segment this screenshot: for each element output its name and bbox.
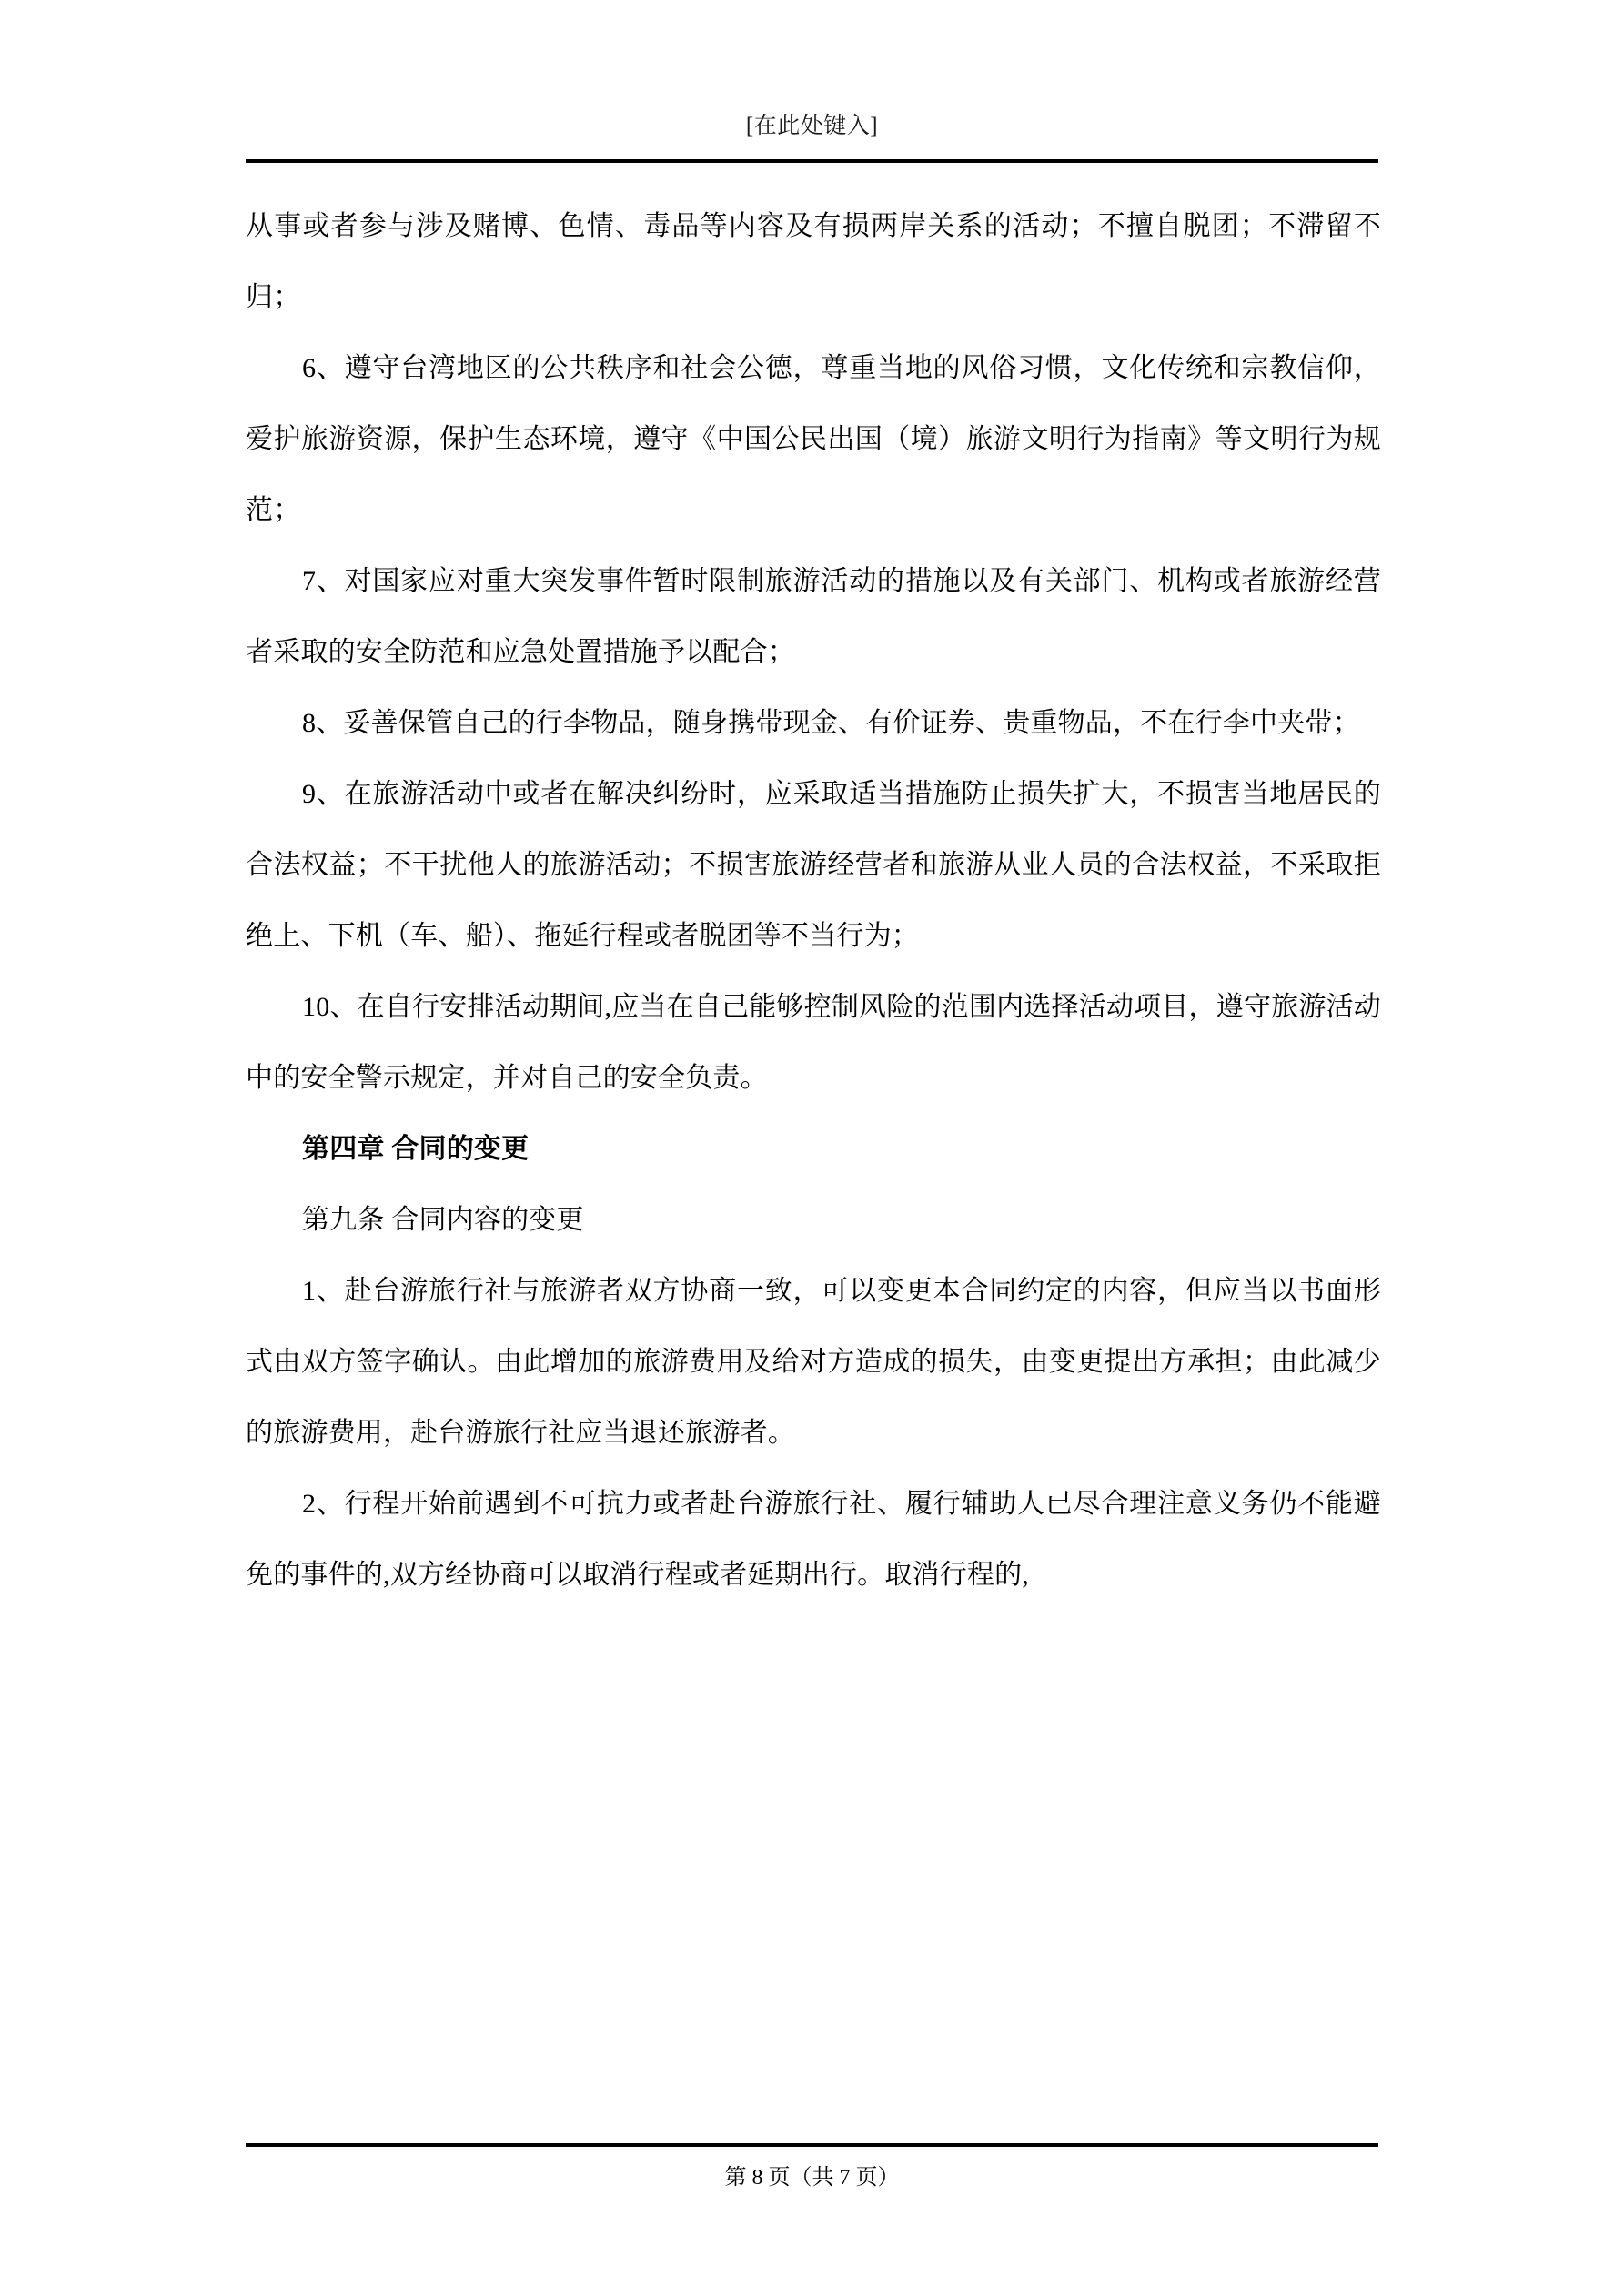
paragraph: 1、赴台游旅行社与旅游者双方协商一致，可以变更本合同约定的内容，但应当以书面形式由双方签字确认。由此增加的旅游费用及给对方造成的损失，由变更提出方承担；由此减少的旅游费用，赴台游旅行社应当退还旅游者。 bbox=[246, 1276, 1381, 1448]
page-footer: 第 8 页（共 7 页） bbox=[724, 2166, 900, 2190]
footer-divider bbox=[246, 2143, 1378, 2147]
paragraph: 9、在旅游活动中或者在解决纠纷时，应采取适当措施防止损失扩大，不损害当地居民的合法权益；不干扰他人的旅游活动；不损害旅游经营者和旅游从业人员的合法权益，不采取拒绝上、下机（车、船）、拖延行程或者脱团等不当行为； bbox=[246, 779, 1381, 951]
section-heading: 第四章 合同的变更 bbox=[302, 1134, 530, 1164]
paragraph: 8、妥善保管自己的行李物品，随身携带现金、有价证券、贵重物品，不在行李中夹带； bbox=[302, 708, 1360, 738]
paragraph: 10、在自行安排活动期间,应当在自己能够控制风险的范围内选择活动项目，遵守旅游活动中的安全警示规定，并对自己的安全负责。 bbox=[246, 992, 1381, 1093]
page-header: [在此处键入] bbox=[745, 114, 879, 138]
paragraph: 2、行程开始前遇到不可抗力或者赴台游旅行社、履行辅助人已尽合理注意义务仍不能避免的事件的,双方经协商可以取消行程或者延期出行。取消行程的, bbox=[246, 1489, 1381, 1590]
header-divider bbox=[246, 159, 1378, 163]
paragraph: 7、对国家应对重大突发事件暂时限制旅游活动的措施以及有关部门、机构或者旅游经营者采取的安全防范和应急处置措施予以配合； bbox=[246, 566, 1381, 667]
paragraph: 6、遵守台湾地区的公共秩序和社会公德，尊重当地的风俗习惯，文化传统和宗教信仰，爱护旅游资源，保护生态环境，遵守《中国公民出国（境）旅游文明行为指南》等文明行为规范； bbox=[246, 353, 1381, 525]
article-heading: 第九条 合同内容的变更 bbox=[302, 1205, 584, 1235]
paragraph: 从事或者参与涉及赌博、色情、毒品等内容及有损两岸关系的活动；不擅自脱团；不滞留不归； bbox=[246, 211, 1381, 312]
document-body bbox=[246, 191, 1381, 1611]
